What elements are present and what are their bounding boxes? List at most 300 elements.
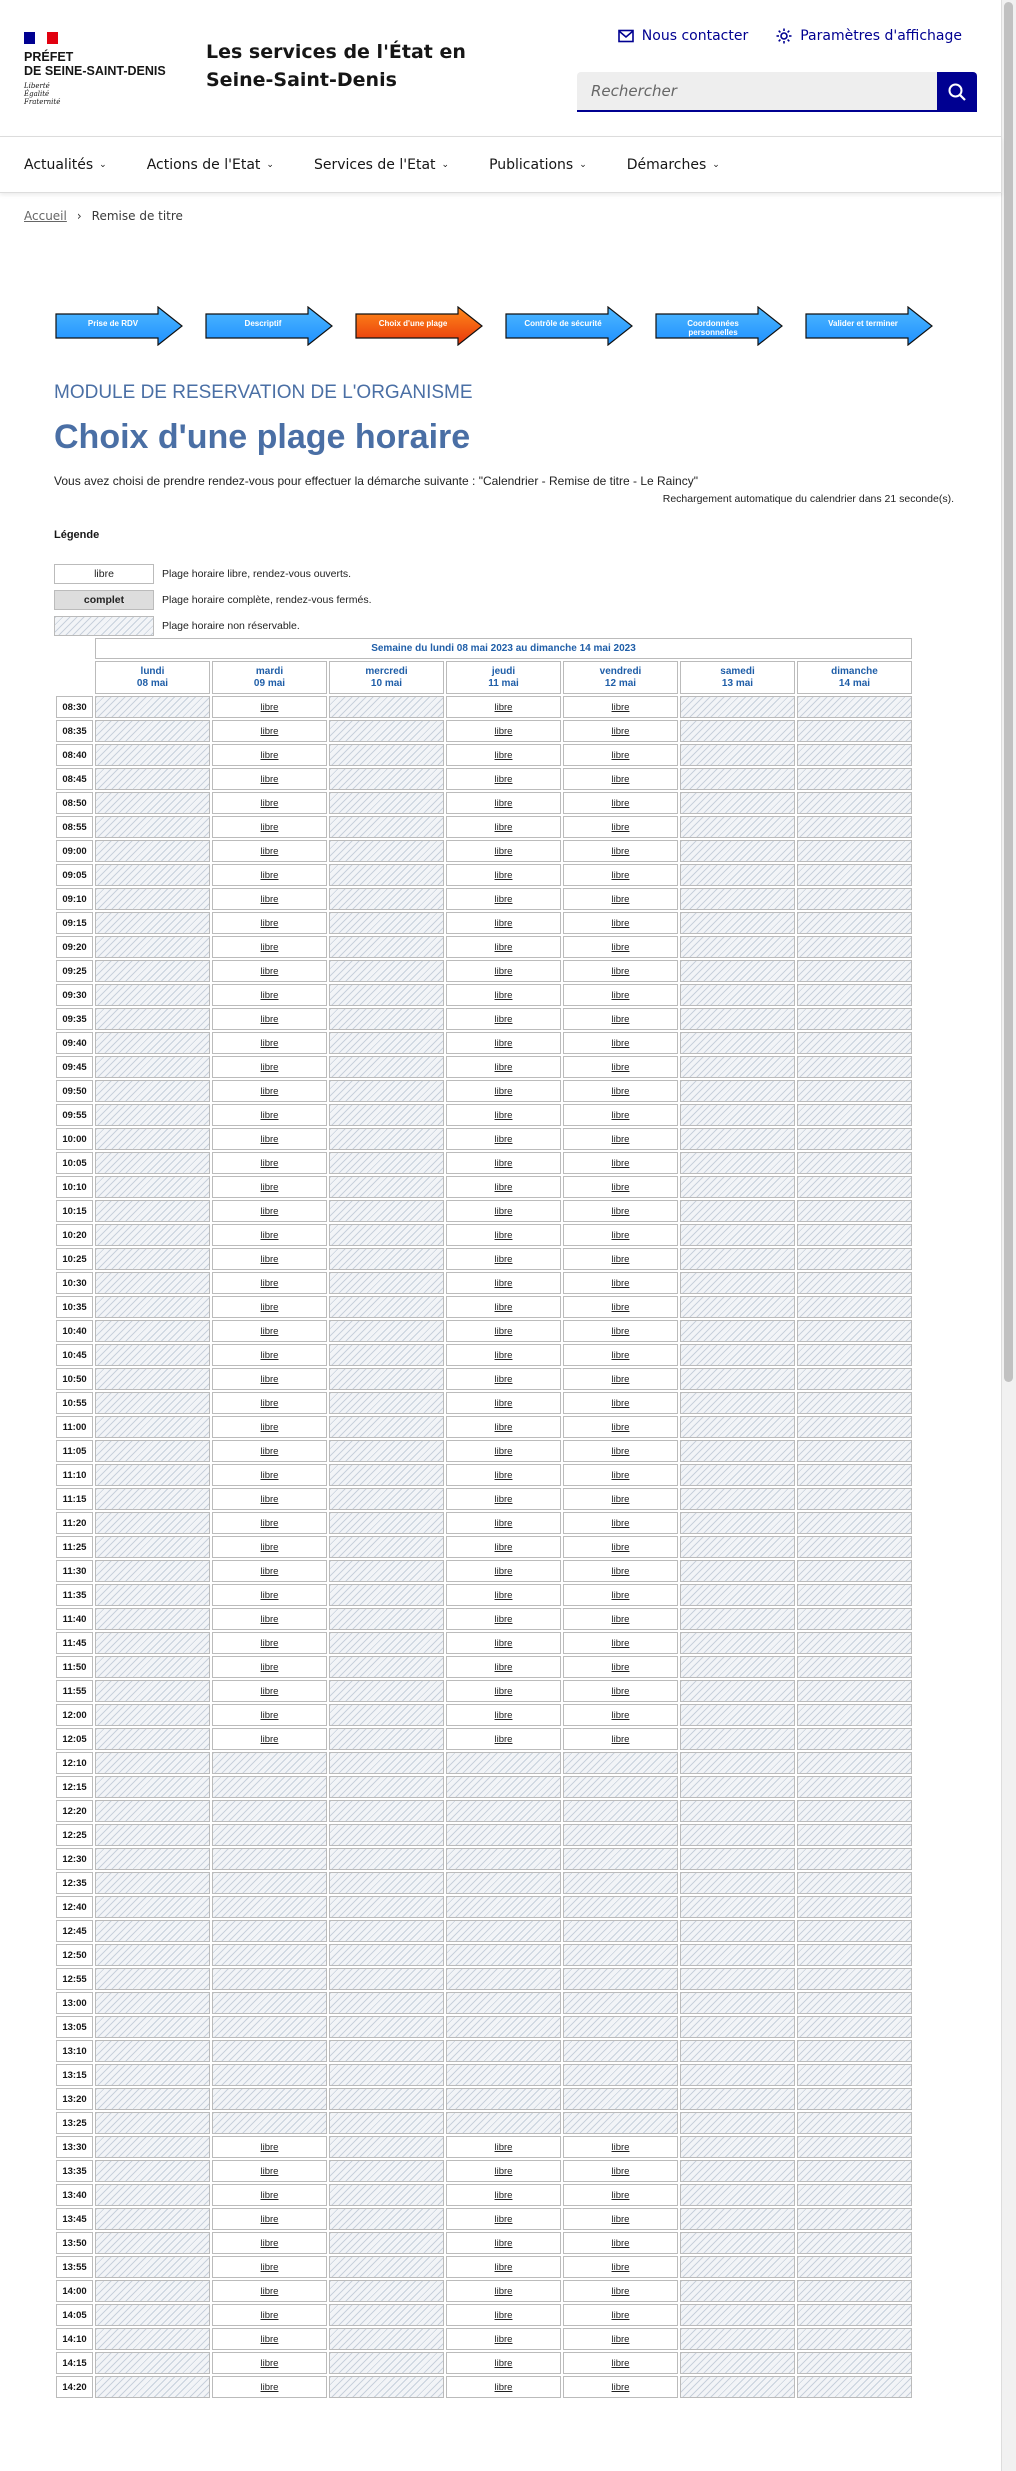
slot-free[interactable]: libre [212, 792, 327, 814]
day-date: 10 mai [370, 677, 403, 689]
slot-free[interactable]: libre [446, 696, 561, 718]
slot-unavailable [797, 888, 912, 910]
day-date: 14 mai [838, 677, 871, 689]
time-row [56, 720, 912, 742]
slot-free[interactable]: libre [446, 2304, 561, 2326]
slot-free[interactable]: libre [212, 936, 327, 958]
slot-unavailable [680, 1152, 795, 1174]
slot-free[interactable]: libre [212, 1056, 327, 1078]
slot-free[interactable]: libre [563, 2304, 678, 2326]
slot-free[interactable]: libre [446, 1704, 561, 1726]
slot-free[interactable]: libre [446, 1656, 561, 1678]
slot-free[interactable]: libre [446, 1248, 561, 1270]
slot-free[interactable]: libre [446, 1080, 561, 1102]
slot-free[interactable]: libre [212, 1152, 327, 1174]
slot-free[interactable]: libre [446, 1608, 561, 1630]
slot-unavailable [95, 1392, 210, 1414]
slot-free[interactable]: libre [446, 1296, 561, 1318]
slot-free[interactable]: libre [446, 2184, 561, 2206]
slot-unavailable [329, 936, 444, 958]
slot-free[interactable]: libre [563, 1224, 678, 1246]
slot-unavailable [797, 1056, 912, 1078]
day-name: jeudi [491, 665, 516, 677]
slot-free[interactable]: libre [446, 1224, 561, 1246]
time-row [56, 912, 912, 934]
reload-notice: Rechargement automatique du calendrier dans 21 seconde(s). [662, 493, 954, 505]
slot-free[interactable]: libre [563, 1056, 678, 1078]
slot-free[interactable]: libre [212, 768, 327, 790]
slot-free[interactable]: libre [446, 792, 561, 814]
slot-free[interactable]: libre [446, 984, 561, 1006]
slot-free[interactable]: libre [212, 1248, 327, 1270]
slot-unavailable [797, 720, 912, 742]
slot-free[interactable]: libre [212, 1008, 327, 1030]
slot-free[interactable]: libre [563, 768, 678, 790]
slot-free[interactable]: libre [212, 984, 327, 1006]
slot-free[interactable]: libre [563, 1464, 678, 1486]
time-label: 14:05 [56, 2304, 93, 2326]
slot-free[interactable]: libre [446, 1200, 561, 1222]
slot-free[interactable]: libre [446, 1152, 561, 1174]
time-row [56, 1008, 912, 1030]
slot-unavailable [329, 768, 444, 790]
slot-free[interactable]: libre [563, 984, 678, 1006]
slot-unavailable [95, 1032, 210, 1054]
slot-free[interactable]: libre [446, 1368, 561, 1390]
slot-free[interactable]: libre [563, 840, 678, 862]
slot-free[interactable]: libre [446, 2232, 561, 2254]
slot-free[interactable]: libre [446, 2256, 561, 2278]
slot-free[interactable]: libre [212, 1272, 327, 1294]
slot-free[interactable]: libre [563, 1176, 678, 1198]
slot-unavailable [95, 1776, 210, 1798]
slot-free[interactable]: libre [446, 1584, 561, 1606]
slot-unavailable [797, 1584, 912, 1606]
slot-unavailable [797, 984, 912, 1006]
slot-free[interactable]: libre [563, 864, 678, 886]
time-row [56, 1104, 912, 1126]
sun-icon [776, 28, 792, 44]
slot-unavailable [680, 2280, 795, 2302]
slot-free[interactable]: libre [212, 696, 327, 718]
slot-free[interactable]: libre [212, 1464, 327, 1486]
slot-free[interactable]: libre [212, 1512, 327, 1534]
slot-free[interactable]: libre [446, 1128, 561, 1150]
slot-free[interactable]: libre [563, 1296, 678, 1318]
slot-unavailable [212, 1872, 327, 1894]
slot-free[interactable]: libre [212, 2256, 327, 2278]
slot-free[interactable]: libre [212, 1128, 327, 1150]
slot-free[interactable]: libre [563, 816, 678, 838]
slot-free[interactable]: libre [563, 2160, 678, 2182]
slot-free[interactable]: libre [212, 1416, 327, 1438]
time-label: 13:45 [56, 2208, 93, 2230]
slot-free[interactable]: libre [446, 2328, 561, 2350]
slot-free[interactable]: libre [563, 720, 678, 742]
slot-free[interactable]: libre [446, 1728, 561, 1750]
step-label: Contrôle de sécurité [524, 319, 602, 328]
slot-free[interactable]: libre [212, 2376, 327, 2398]
step-label: Coordonnées personnelles [687, 319, 739, 337]
nav-item-demarches[interactable] [627, 137, 720, 192]
time-label: 08:50 [56, 792, 93, 814]
slot-free[interactable]: libre [212, 816, 327, 838]
slot-free[interactable]: libre [212, 1176, 327, 1198]
search-input[interactable]: Rechercher [577, 72, 937, 112]
slot-unavailable [797, 744, 912, 766]
slot-free[interactable]: libre [446, 1680, 561, 1702]
display-settings-link[interactable] [776, 28, 962, 44]
slot-unavailable [680, 1224, 795, 1246]
slot-free[interactable]: libre [446, 1008, 561, 1030]
slot-free[interactable]: libre [563, 1416, 678, 1438]
slot-free[interactable]: libre [563, 1032, 678, 1054]
slot-free[interactable]: libre [446, 1344, 561, 1366]
time-label: 12:10 [56, 1752, 93, 1774]
time-label: 10:50 [56, 1368, 93, 1390]
slot-free[interactable]: libre [212, 1632, 327, 1654]
slot-free[interactable]: libre [446, 1416, 561, 1438]
nav-item-actions[interactable] [147, 137, 274, 192]
slot-free[interactable]: libre [446, 744, 561, 766]
time-row [56, 1488, 912, 1510]
slot-unavailable [797, 2064, 912, 2086]
slot-free[interactable]: libre [446, 816, 561, 838]
slot-free[interactable]: libre [212, 1680, 327, 1702]
slot-free[interactable]: libre [563, 1560, 678, 1582]
search-bar [577, 72, 977, 112]
slot-unavailable [680, 1344, 795, 1366]
slot-free[interactable]: libre [212, 1320, 327, 1342]
slot-free[interactable]: libre [563, 1536, 678, 1558]
slot-free[interactable]: libre [563, 2280, 678, 2302]
slot-free[interactable]: libre [212, 1080, 327, 1102]
nav-label: Actions de l'Etat [146, 156, 261, 173]
breadcrumb-home[interactable]: Accueil [24, 209, 67, 223]
slot-unavailable [329, 1536, 444, 1558]
slot-free[interactable]: libre [212, 1200, 327, 1222]
slot-free[interactable]: libre [563, 960, 678, 982]
logo-line2: DE SEINE-SAINT-DENIS [24, 64, 166, 78]
slot-unavailable [95, 792, 210, 814]
slot-unavailable [329, 1128, 444, 1150]
slot-free[interactable]: libre [212, 888, 327, 910]
slot-unavailable [680, 1824, 795, 1846]
slot-free[interactable]: libre [563, 744, 678, 766]
slot-free[interactable]: libre [212, 1584, 327, 1606]
week-label: Semaine du lundi 08 mai 2023 au dimanche 14 mai 2023 [95, 638, 912, 659]
breadcrumb-current: Remise de titre [91, 209, 183, 223]
time-row [56, 1728, 912, 1750]
slot-free[interactable]: libre [212, 1728, 327, 1750]
slot-unavailable [329, 2328, 444, 2350]
slot-unavailable [329, 2064, 444, 2086]
slot-unavailable [329, 1704, 444, 1726]
slot-unavailable [797, 1200, 912, 1222]
slot-free[interactable]: libre [212, 1224, 327, 1246]
slot-unavailable [680, 2232, 795, 2254]
time-label: 12:20 [56, 1800, 93, 1822]
slot-free[interactable]: libre [446, 1464, 561, 1486]
slot-free[interactable]: libre [446, 1440, 561, 1462]
slot-free[interactable]: libre [212, 1392, 327, 1414]
slot-unavailable [329, 1680, 444, 1702]
slot-free[interactable]: libre [212, 1368, 327, 1390]
time-row [56, 1968, 912, 1990]
slot-free[interactable]: libre [563, 2136, 678, 2158]
day-header [329, 661, 444, 694]
slot-free[interactable]: libre [446, 912, 561, 934]
slot-free[interactable]: libre [446, 960, 561, 982]
slot-free[interactable]: libre [446, 1104, 561, 1126]
slot-free[interactable]: libre [446, 840, 561, 862]
slot-free[interactable]: libre [563, 1488, 678, 1510]
slot-unavailable [680, 1920, 795, 1942]
time-row [56, 960, 912, 982]
slot-free[interactable]: libre [446, 768, 561, 790]
time-label: 08:35 [56, 720, 93, 742]
slot-free[interactable]: libre [563, 1728, 678, 1750]
slot-unavailable [329, 1176, 444, 1198]
time-label: 11:05 [56, 1440, 93, 1462]
time-label: 09:25 [56, 960, 93, 982]
slot-free[interactable]: libre [563, 1104, 678, 1126]
slot-free[interactable]: libre [563, 1704, 678, 1726]
slot-free[interactable]: libre [563, 1200, 678, 1222]
slot-free[interactable]: libre [563, 1656, 678, 1678]
slot-unavailable [680, 1032, 795, 1054]
slot-free[interactable]: libre [446, 1392, 561, 1414]
slot-free[interactable]: libre [563, 2256, 678, 2278]
slot-free[interactable]: libre [446, 1056, 561, 1078]
slot-unavailable [680, 1536, 795, 1558]
slot-free[interactable]: libre [212, 2352, 327, 2374]
slot-free[interactable]: libre [563, 888, 678, 910]
site-title[interactable]: Les services de l'État en Seine-Saint-Denis [206, 41, 466, 91]
nav-item-services[interactable] [314, 137, 449, 192]
slot-free[interactable]: libre [446, 2352, 561, 2374]
slot-free[interactable]: libre [212, 840, 327, 862]
time-row [56, 1416, 912, 1438]
slot-free[interactable]: libre [446, 1176, 561, 1198]
contact-link[interactable] [618, 28, 748, 44]
slot-free[interactable]: libre [212, 2328, 327, 2350]
slot-free[interactable]: libre [446, 2160, 561, 2182]
slot-unavailable [95, 1656, 210, 1678]
slot-free[interactable]: libre [563, 2232, 678, 2254]
slot-unavailable [446, 1824, 561, 1846]
slot-unavailable [563, 1776, 678, 1798]
slot-free[interactable]: libre [212, 720, 327, 742]
slot-free[interactable]: libre [446, 1512, 561, 1534]
slot-free[interactable]: libre [563, 1440, 678, 1462]
slot-unavailable [212, 1800, 327, 1822]
slot-free[interactable]: libre [212, 1440, 327, 1462]
time-row [56, 1032, 912, 1054]
time-row [56, 1536, 912, 1558]
republic-logo[interactable] [24, 32, 166, 106]
slot-unavailable [797, 1440, 912, 1462]
slot-unavailable [680, 1872, 795, 1894]
slot-free[interactable]: libre [563, 1680, 678, 1702]
slot-free[interactable]: libre [212, 1536, 327, 1558]
slot-unavailable [329, 2112, 444, 2134]
slot-free[interactable]: libre [212, 1704, 327, 1726]
time-label: 13:35 [56, 2160, 93, 2182]
slot-unavailable [797, 2016, 912, 2038]
slot-free[interactable]: libre [563, 2184, 678, 2206]
slot-free[interactable]: libre [563, 1608, 678, 1630]
slot-unavailable [329, 1368, 444, 1390]
scrollbar[interactable] [1001, 0, 1016, 2471]
slot-free[interactable]: libre [563, 792, 678, 814]
chevron-down-icon: ⌄ [266, 159, 274, 170]
slot-free[interactable]: libre [212, 2184, 327, 2206]
time-label: 11:35 [56, 1584, 93, 1606]
slot-free[interactable]: libre [446, 1632, 561, 1654]
legend-free-text: Plage horaire libre, rendez-vous ouverts. [162, 568, 352, 580]
slot-free[interactable]: libre [563, 1392, 678, 1414]
slot-free[interactable]: libre [446, 888, 561, 910]
slot-free[interactable]: libre [446, 2280, 561, 2302]
slot-unavailable [95, 1536, 210, 1558]
slot-free[interactable]: libre [446, 1320, 561, 1342]
time-label: 11:55 [56, 1680, 93, 1702]
time-label: 12:50 [56, 1944, 93, 1966]
slot-unavailable [797, 1320, 912, 1342]
slot-free[interactable]: libre [212, 960, 327, 982]
slot-free[interactable]: libre [212, 1608, 327, 1630]
slot-free[interactable]: libre [563, 1512, 678, 1534]
slot-unavailable [680, 840, 795, 862]
slot-free[interactable]: libre [563, 936, 678, 958]
nav-item-actualites[interactable] [24, 137, 107, 192]
slot-unavailable [329, 1920, 444, 1942]
slot-free[interactable]: libre [212, 912, 327, 934]
slot-free[interactable]: libre [212, 744, 327, 766]
time-label: 10:25 [56, 1248, 93, 1270]
time-label: 14:20 [56, 2376, 93, 2398]
slot-free[interactable]: libre [563, 1128, 678, 1150]
slot-unavailable [680, 912, 795, 934]
slot-unavailable [329, 1752, 444, 1774]
slot-unavailable [797, 1344, 912, 1366]
slot-unavailable [797, 816, 912, 838]
slot-free[interactable]: libre [563, 1320, 678, 1342]
slot-free[interactable]: libre [212, 2280, 327, 2302]
slot-free[interactable]: libre [212, 1104, 327, 1126]
slot-free[interactable]: libre [563, 1008, 678, 1030]
slot-free[interactable]: libre [563, 2328, 678, 2350]
slot-free[interactable]: libre [212, 2160, 327, 2182]
slot-free[interactable]: libre [446, 936, 561, 958]
slot-free[interactable]: libre [446, 2136, 561, 2158]
slot-free[interactable]: libre [446, 1032, 561, 1054]
time-row [56, 2016, 912, 2038]
slot-free[interactable]: libre [212, 1296, 327, 1318]
slot-free[interactable]: libre [212, 864, 327, 886]
time-label: 13:25 [56, 2112, 93, 2134]
time-row [56, 984, 912, 1006]
slot-unavailable [329, 1656, 444, 1678]
slot-unavailable [329, 1440, 444, 1462]
slot-unavailable [797, 1152, 912, 1174]
slot-free[interactable]: libre [212, 1488, 327, 1510]
slot-free[interactable]: libre [212, 1032, 327, 1054]
slot-free[interactable]: libre [212, 1560, 327, 1582]
slot-unavailable [95, 1896, 210, 1918]
slot-free[interactable]: libre [563, 1368, 678, 1390]
slot-free[interactable]: libre [446, 2376, 561, 2398]
slot-unavailable [797, 960, 912, 982]
slot-free[interactable]: libre [563, 1080, 678, 1102]
slot-free[interactable]: libre [563, 912, 678, 934]
time-row [56, 2256, 912, 2278]
time-label: 10:20 [56, 1224, 93, 1246]
step-1 [54, 306, 184, 346]
time-row [56, 1584, 912, 1606]
slot-unavailable [680, 1296, 795, 1318]
slot-free[interactable]: libre [446, 1536, 561, 1558]
search-button[interactable] [937, 72, 977, 112]
slot-free[interactable]: libre [212, 2304, 327, 2326]
nav-item-publications[interactable] [489, 137, 587, 192]
time-label: 10:10 [56, 1176, 93, 1198]
slot-free[interactable]: libre [446, 1488, 561, 1510]
time-label: 09:45 [56, 1056, 93, 1078]
slot-free[interactable]: libre [212, 1344, 327, 1366]
slot-free[interactable]: libre [563, 696, 678, 718]
slot-free[interactable]: libre [563, 2352, 678, 2374]
slot-free[interactable]: libre [563, 1248, 678, 1270]
day-name: samedi [720, 665, 755, 677]
slot-free[interactable]: libre [212, 2136, 327, 2158]
slot-unavailable [329, 816, 444, 838]
time-row [56, 816, 912, 838]
scrollbar-thumb[interactable] [1004, 2, 1013, 1382]
slot-unavailable [95, 2232, 210, 2254]
slot-unavailable [797, 1608, 912, 1630]
slot-free[interactable]: libre [563, 1272, 678, 1294]
slot-free[interactable]: libre [563, 1344, 678, 1366]
slot-unavailable [797, 1464, 912, 1486]
slot-free[interactable]: libre [446, 2208, 561, 2230]
slot-unavailable [329, 792, 444, 814]
slot-free[interactable]: libre [446, 720, 561, 742]
slot-unavailable [563, 1968, 678, 1990]
slot-free[interactable]: libre [212, 1656, 327, 1678]
time-row [56, 2352, 912, 2374]
slot-free[interactable]: libre [446, 1272, 561, 1294]
slot-free[interactable]: libre [563, 1152, 678, 1174]
time-label: 10:00 [56, 1128, 93, 1150]
slot-free[interactable]: libre [563, 1632, 678, 1654]
slot-free[interactable]: libre [212, 2232, 327, 2254]
time-row [56, 2304, 912, 2326]
slot-unavailable [563, 1992, 678, 2014]
slot-free[interactable]: libre [563, 1584, 678, 1606]
slot-free[interactable]: libre [446, 864, 561, 886]
slot-free[interactable]: libre [563, 2208, 678, 2230]
slot-free[interactable]: libre [446, 1560, 561, 1582]
step-label: Prise de RDV [87, 319, 139, 328]
slot-free[interactable]: libre [212, 2208, 327, 2230]
day-date: 09 mai [253, 677, 286, 689]
time-label: 11:25 [56, 1536, 93, 1558]
slot-unavailable [680, 1488, 795, 1510]
slot-free[interactable]: libre [563, 2376, 678, 2398]
time-label: 10:05 [56, 1152, 93, 1174]
